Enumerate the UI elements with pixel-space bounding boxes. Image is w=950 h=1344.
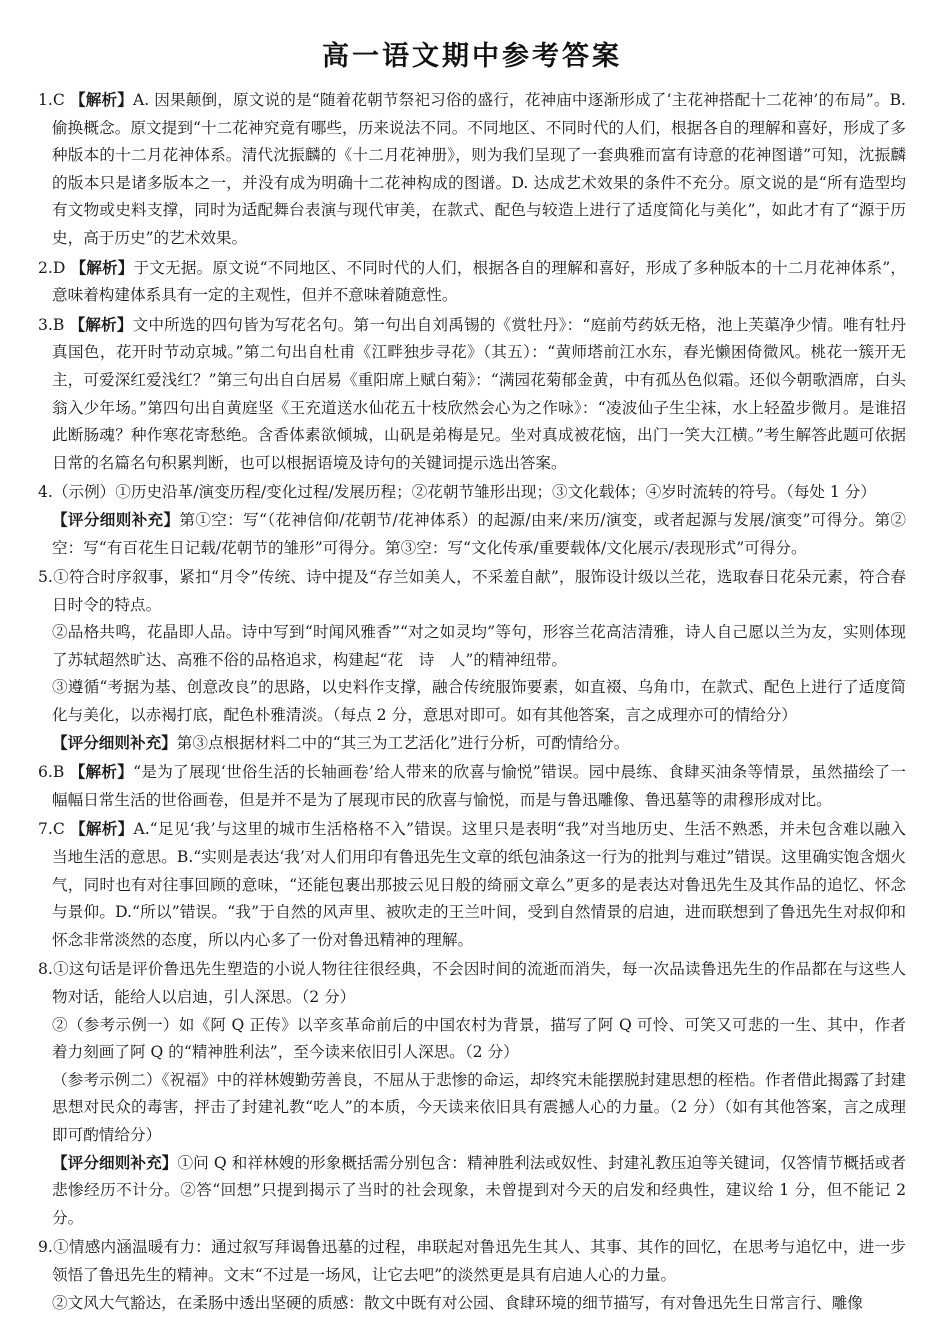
answer-paragraph <box>38 255 906 310</box>
answer-point-2: ②文风大气豁达，在柔肠中透出坚硬的质感：散文中既有对公园、食肆环境的细节描写，有对鲁迅先生日常言行、雕像 <box>52 1293 863 1312</box>
question-number: 2.D <box>38 258 66 277</box>
question-9 <box>38 1234 906 1317</box>
question-number: 8. <box>38 960 53 979</box>
answer-paragraph <box>38 564 906 619</box>
answer-point-2: ②（参考示例一）如《阿 Q 正传》以辛亥革命前后的中国农村为背景，描写了阿 Q 可怜、可笑又可悲的一生、其中，作者着力刻画了阿 Q 的“精神胜利法”，至今读来依旧引人深思。（2 分） <box>52 1015 906 1062</box>
question-number: 7.C <box>38 820 65 839</box>
scoring-note <box>52 1150 906 1233</box>
analysis-tag: 【解析】 <box>69 315 133 334</box>
question-3 <box>38 312 906 478</box>
scoring-note-text: 第①空：写“（花神信仰/花朝节/花神体系）的起源/由来/来历/演变，或者起源与发展/演变”可得分。第②空：写“有百花生日记载/花朝节的雏形”可得分。第③空：写“文化传承/重要载体/文化展示/表现形式”可得分。 <box>52 510 906 557</box>
question-number: 5. <box>38 568 53 587</box>
answer-text: “是为了展现‘世俗生活的长轴画卷’给人带来的欣喜与愉悦”错误。园中晨练、食肆买油条等情景，虽然描绘了一幅幅日常生活的世俗画卷，但是并不是为了展现市民的欣喜与愉悦，而是与鲁迅雕像、鲁迅墓等的肃穆形成对比。 <box>52 763 906 809</box>
answer-paragraph <box>38 312 906 478</box>
answer-paragraph <box>38 759 906 814</box>
scoring-note-tag: 【评分细则补充】 <box>52 510 180 529</box>
answer-text: （示例）①历史沿革/演变历程/变化过程/发展历程；②花朝节雏形出现；③文化载体；④岁时流转的符号。（每处 1 分） <box>52 483 876 502</box>
scoring-note <box>52 730 906 758</box>
answer-text: A. 因果颠倒，原文说的是“随着花朝节祭祀习俗的盛行，花神庙中逐渐形成了‘主花神搭配十二花神’的布局”。B. 偷换概念。原文提到“十二花神究竟有哪些，历来说法不同。不同地区、不同时代的人们，根据各自的理解和喜好，形成了多种版本的十二月花神体系。清代沈振麟的《十二月花神册》，则为我们呈现了一套典雅而富有诗意的花神图谱”可知，沈振麟的版本只是诸多版本之一，并没有成为明确十二花神构成的图谱。D. 达成艺术效果的条件不充分。原文说的是“所有造型均有文物或史料支撑，同时为适配舞台表演与现代审美，在款式、配色与较造上进行了适度简化与美化”，如此才有了“源于历史，高于历史”的艺术效果。 <box>52 91 906 247</box>
answer-text: 文中所选的四句皆为写花名句。第一句出自刘禹锡的《赏牡丹》：“庭前芍药妖无格，池上芙蕖净少情。唯有牡丹真国色，花开时节动京城。”第二句出自杜甫《江畔独步寻花》（其五）：“黄师塔前江水东，春光懒困倚微风。桃花一簇开无主，可爱深红爱浅红？”第三句出自白居易《重阳席上赋白菊》：“满园花菊郁金黄，中有孤丛色似霜。还似今朝歌酒席，白头翁入少年场。”第四句出自黄庭坚《王充道送水仙花五十枝欣然会心为之作咏》：“凌波仙子生尘袜，水上轻盈步微月。是谁招此断肠魂？种作寒花寄愁绝。含香体素欲倾城，山矾是弟梅是兄。坐对真成被花恼，出门一笑大江横。”考生解答此题可依据日常的名篇名句积累判断，也可以根据语境及诗句的关键词提示选出答案。 <box>52 315 906 472</box>
question-6 <box>38 759 906 814</box>
answer-point-1: ①这句话是评价鲁迅先生塑造的小说人物往往很经典，不会因时间的流逝而消失，每一次品读鲁迅先生的作品都在与这些人物对话，能给人以启迪，引人深思。（2 分） <box>52 960 906 1006</box>
answer-paragraph <box>38 816 906 954</box>
question-7 <box>38 816 906 954</box>
question-1 <box>38 87 906 253</box>
question-number: 3.B <box>38 315 65 334</box>
answer-text: 于文无据。原文说“不同地区、不同时代的人们，根据各自的理解和喜好，形成了多种版本的十二月花神体系”，意味着构建体系具有一定的主观性，但并不意味着随意性。 <box>52 258 906 305</box>
question-8 <box>38 956 906 1232</box>
page-title: 高一语文期中参考答案 <box>322 41 622 72</box>
answer-paragraph <box>38 87 906 253</box>
scoring-note-text: 第③点根据材料二中的“其三为工艺活化”进行分析，可酌情给分。 <box>176 733 630 752</box>
scoring-note-tag: 【评分细则补充】 <box>52 1153 178 1172</box>
question-2 <box>38 255 906 310</box>
question-number: 4. <box>38 483 53 502</box>
scoring-note-tag: 【评分细则补充】 <box>52 733 177 752</box>
question-number: 1.C <box>38 91 65 109</box>
scoring-note <box>52 507 906 562</box>
question-4 <box>38 479 906 562</box>
analysis-tag: 【解析】 <box>70 820 134 839</box>
answer-point-1: ①符合时序叙事，紧扣“月令”传统、诗中提及“存兰如美人，不采羞自献”，服饰设计级以兰花，选取春日花朵元素，符合春日时令的特点。 <box>52 568 906 614</box>
answer-point-1: ①情感内涵温暖有力：通过叙写拜谒鲁迅墓的过程，串联起对鲁迅先生其人、其事、其作的回忆，在思考与追忆中，进一步领悟了鲁迅先生的精神。文末“不过是一场风，让它去吧”的淡然更是具有启迪人心的力量。 <box>52 1238 906 1284</box>
answer-point-3: ③遵循“考据为基、创意改良”的思路，以史料作支撑，融合传统服饰要素，如直裰、乌角巾，在款式、配色上进行了适度简化与美化，以赤褐打底，配色朴雅清淡。（每点 2 分，意思对即可。如有其他答案，言之成理亦可的情给分） <box>52 678 906 725</box>
question-number: 9. <box>38 1238 53 1257</box>
answer-point-2: ②品格共鸣，花晶即人品。诗中写到“时闻风雅香”“对之如灵均”等句，形容兰花高洁清雅，诗人自己愿以兰为友，实则体现了苏轼超然旷达、高雅不俗的品格追求，构建起“花 诗 人”的精神纽带。 <box>52 623 906 669</box>
answer-paragraph <box>38 1234 906 1289</box>
analysis-tag: 【解析】 <box>69 763 134 782</box>
answer-text: A.“足见‘我’与这里的城市生活格格不入”错误。这里只是表明“我”对当地历史、生活不熟悉，并未包含难以融入当地生活的意思。B.“实则是表达‘我’对人们用印有鲁迅先生文章的纸包油条这一行为的批判与难过”错误。这里确实饱含烟火气，同时也有对往事回顾的意味，“还能包裹出那披云见日般的绮丽文章么”更多的是表达对鲁迅先生及其作品的追忆、怀念与景仰。D.“所以”错误。“我”于自然的风声里、被吹走的王兰叶间，受到自然情景的启迪，进而联想到了鲁迅先生对叔仰和怀念非常淡然的态度，所以内心多了一份对鲁迅精神的理解。 <box>52 820 906 949</box>
answer-point-3: （参考示例二）《祝福》中的祥林嫂勤劳善良，不屈从于悲惨的命运，却终究未能摆脱封建思想的桎梏。作者借此揭露了封建思想对民众的毒害，抨击了封建礼教“吃人”的本质，今天读来依旧具有震撼人心的力量。（2 分）（如有其他答案，言之成理即可酌情给分） <box>52 1070 906 1144</box>
question-5 <box>38 564 906 757</box>
answer-paragraph <box>38 479 906 507</box>
question-number: 6.B <box>38 763 65 782</box>
answer-paragraph <box>38 956 906 1011</box>
analysis-tag: 【解析】 <box>70 258 134 277</box>
analysis-tag: 【解析】 <box>69 91 133 109</box>
scoring-note-text: ①问 Q 和祥林嫂的形象概括需分别包含：精神胜利法或奴性、封建礼教压迫等关键词，仅答情节概括或者悲惨经历不计分。②答“回想”只提到揭示了当时的社会现象，未曾提到对今天的启发和经典性，建议给 1 分，但不能记 2 分。 <box>52 1153 906 1227</box>
